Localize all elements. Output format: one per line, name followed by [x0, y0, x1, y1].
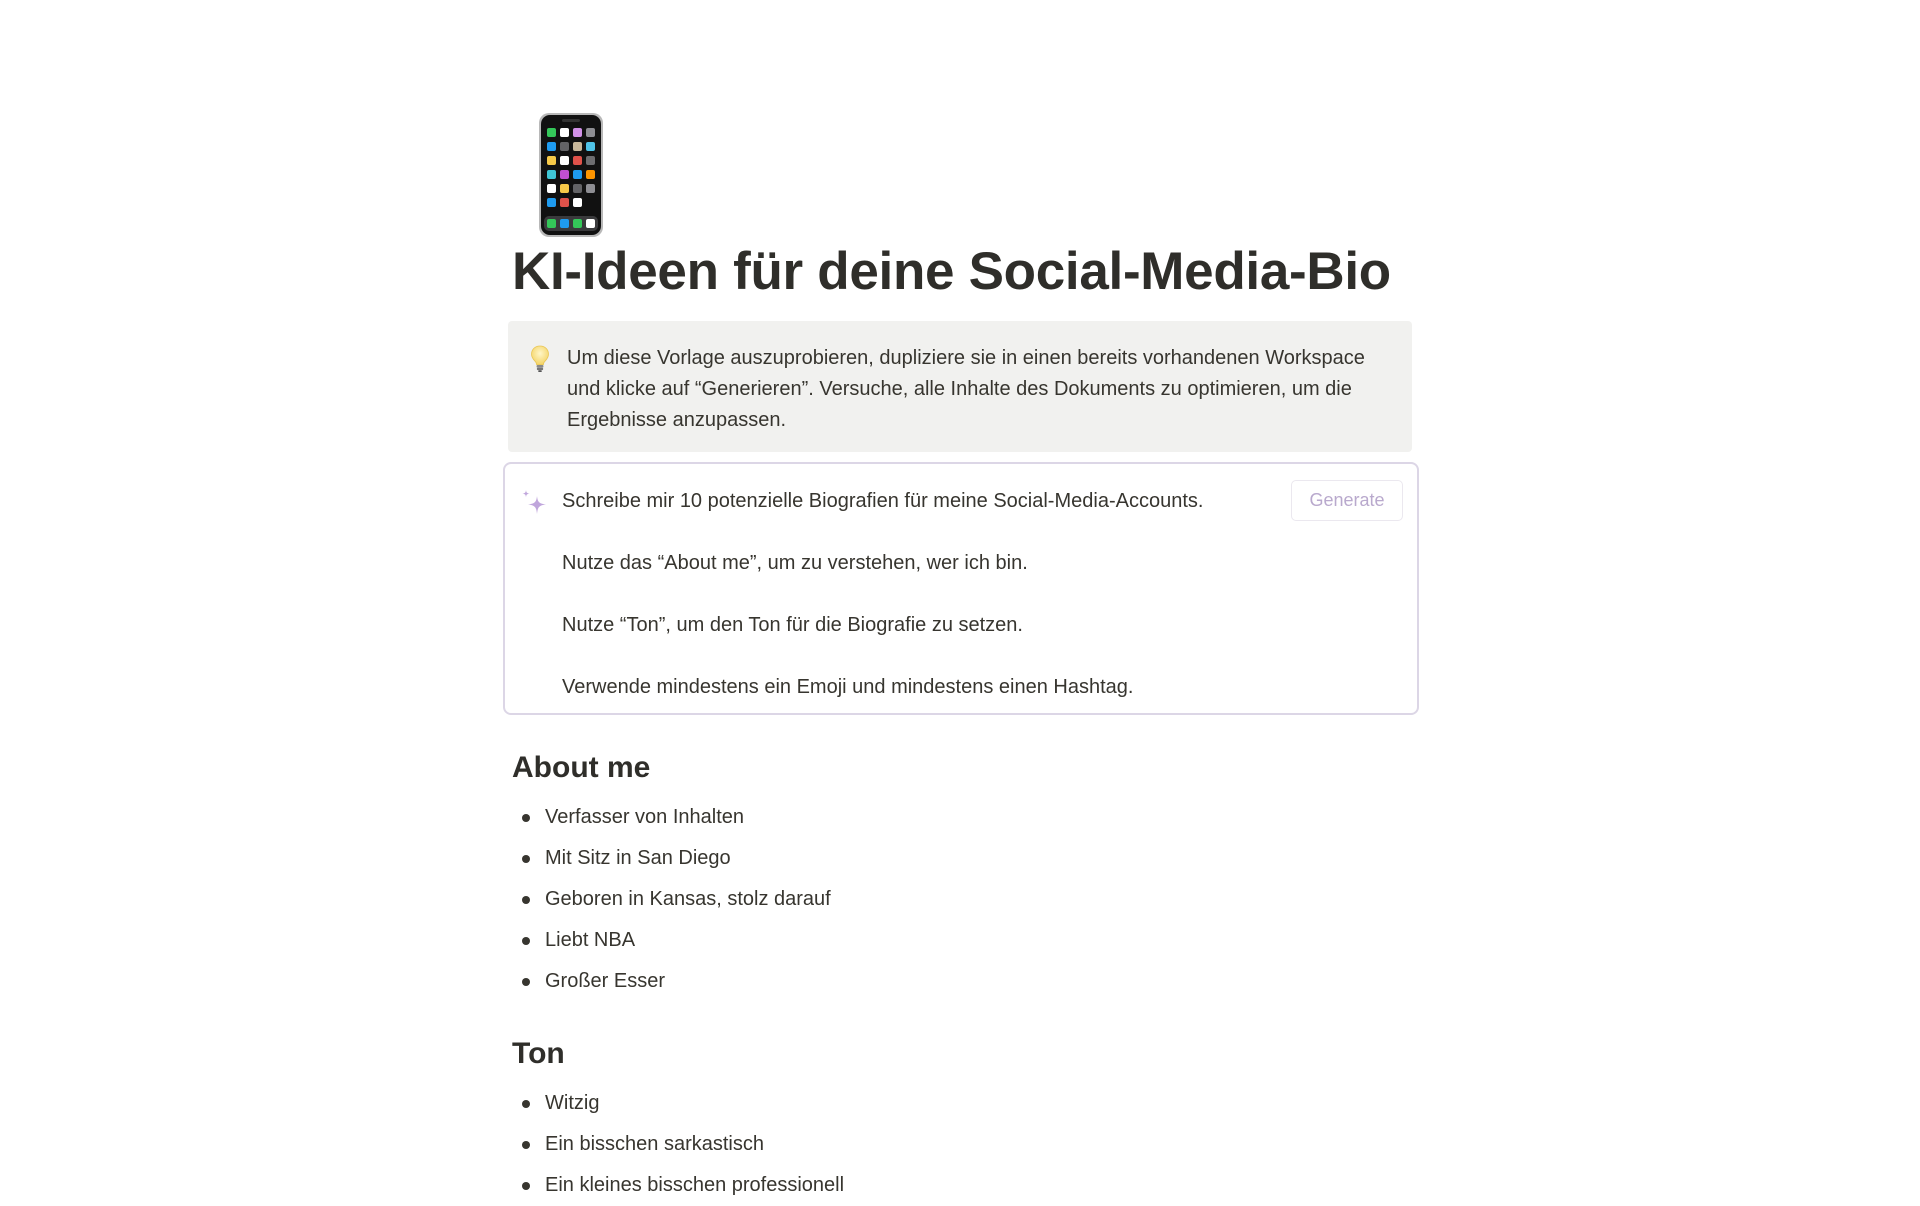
- bullet-icon: [522, 978, 530, 986]
- list-item[interactable]: [512, 1124, 844, 1165]
- ton-list: [512, 1083, 844, 1206]
- page-title[interactable]: KI-Ideen für deine Social-Media-Bio: [512, 242, 1391, 301]
- bullet-icon: [522, 937, 530, 945]
- bullet-icon: [522, 814, 530, 822]
- callout-text: Um diese Vorlage auszuprobieren, dupliziere sie in einen bereits vorhandenen Workspace und klicke auf “Generieren”. Versuche, alle Inhalte des Dokuments zu optimieren, um die Ergebnisse anzupassen.: [567, 347, 1365, 431]
- ai-prompt-block[interactable]: [503, 462, 1419, 715]
- list-item-text: Ein kleines bisschen professionell: [545, 1174, 845, 1196]
- list-item-text: Ein bisschen sarkastisch: [545, 1133, 764, 1155]
- bullet-icon: [522, 896, 530, 904]
- list-item-text: Witzig: [545, 1092, 600, 1114]
- bullet-icon: [522, 1141, 530, 1149]
- ai-prompt-line: Nutze das “About me”, um zu verstehen, wer ich bin.: [562, 552, 1028, 574]
- bullet-icon: [522, 855, 530, 863]
- ai-prompt-text[interactable]: [562, 486, 1267, 734]
- lightbulb-icon[interactable]: [530, 345, 550, 373]
- list-item-text: Verfasser von Inhalten: [545, 806, 745, 828]
- bullet-icon: [522, 1100, 530, 1108]
- list-item-text: Großer Esser: [545, 970, 666, 992]
- heading-ton[interactable]: Ton: [512, 1037, 565, 1070]
- list-item-text: Liebt NBA: [545, 929, 636, 951]
- list-item[interactable]: [512, 797, 831, 838]
- callout-block[interactable]: [508, 321, 1412, 452]
- list-item[interactable]: [512, 961, 831, 1002]
- list-item[interactable]: [512, 879, 831, 920]
- about-me-list: [512, 797, 831, 1002]
- ai-prompt-line: Verwende mindestens ein Emoji und mindestens einen Hashtag.: [562, 676, 1134, 698]
- list-item[interactable]: [512, 838, 831, 879]
- heading-about-me[interactable]: About me: [512, 751, 651, 784]
- list-item-text: Mit Sitz in San Diego: [545, 847, 731, 869]
- list-item[interactable]: [512, 1083, 844, 1124]
- list-item-text: Geboren in Kansas, stolz darauf: [545, 888, 831, 910]
- list-item[interactable]: [512, 1165, 844, 1206]
- bullet-icon: [522, 1182, 530, 1190]
- ai-prompt-line: Schreibe mir 10 potenzielle Biografien für meine Social-Media-Accounts.: [562, 490, 1204, 512]
- generate-button[interactable]: Generate: [1291, 480, 1403, 521]
- ai-prompt-line: Nutze “Ton”, um den Ton für die Biografie zu setzen.: [562, 614, 1023, 636]
- mobile-phone-emoji-icon[interactable]: [538, 112, 604, 238]
- list-item[interactable]: [512, 920, 831, 961]
- sparkle-icon: [519, 488, 549, 518]
